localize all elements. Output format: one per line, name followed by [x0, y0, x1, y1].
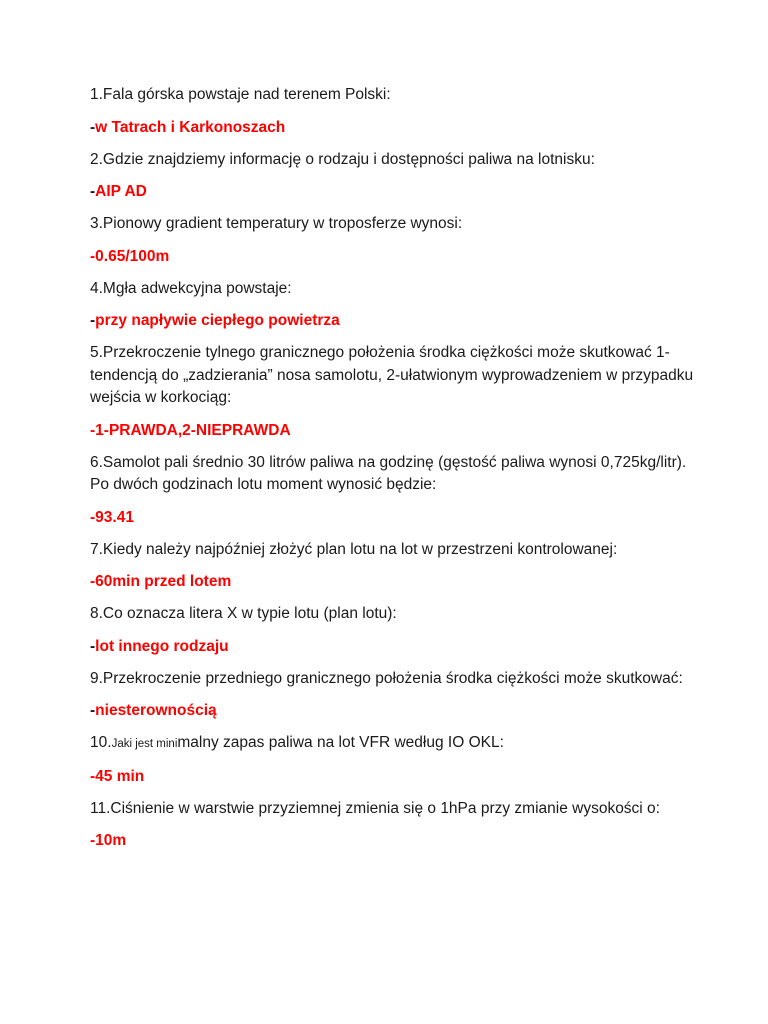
qa-item-2: [90, 149, 700, 204]
answer-11: [90, 830, 700, 852]
qa-item-5: [90, 342, 700, 442]
answer-text: -93.41: [90, 508, 134, 526]
answer-text: AIP AD: [95, 183, 147, 200]
question-3: 3.Pionowy gradient temperatury w troposferze wynosi:: [90, 215, 463, 232]
answer-text: -1-PRAWDA,2-NIEPRAWDA: [90, 421, 291, 439]
answer-dash: -: [90, 702, 96, 719]
answer-4: [90, 310, 700, 332]
qa-item-10: [90, 732, 700, 788]
question-11: 11.Ciśnienie w warstwie przyziemnej zmienia się o 1hPa przy zmianie wysokości o:: [90, 799, 660, 817]
answer-dash: -: [90, 118, 96, 136]
answer-text: -0.65/100m: [90, 247, 170, 265]
qa-item-7: [90, 539, 700, 594]
question-5: 5.Przekroczenie tylnego granicznego położenia środka ciężkości może skutkować 1-tendencją do „zadzierania” nosa samolotu, 2-ułatwionym wyprowadzeniem w przypadku wejścia w korkociąg:: [90, 344, 694, 406]
question-4: 4.Mgła adwekcyjna powstaje:: [90, 279, 292, 297]
answer-text: przy napływie ciepłego powietrza: [95, 312, 340, 329]
answer-text: niesterownością: [95, 702, 217, 719]
qa-item-11: [90, 798, 700, 853]
qa-item-1: [90, 84, 700, 139]
answer-text: w Tatrach i Karkonoszach: [95, 118, 286, 136]
answer-9: [90, 700, 700, 722]
answer-dash: -: [90, 637, 96, 655]
qa-item-9: [90, 668, 700, 723]
qa-item-8: [90, 603, 700, 658]
answer-1: [90, 117, 700, 139]
answer-text: -60min przed lotem: [90, 573, 232, 590]
answer-text: -10m: [90, 832, 127, 849]
answer-dash: -: [90, 312, 96, 329]
question-10-end: malny zapas paliwa na lot VFR według IO OKL:: [177, 734, 504, 751]
question-8: 8.Co oznacza litera X w typie lotu (plan lotu):: [90, 605, 397, 622]
question-10: [90, 732, 700, 756]
question-9: 9.Przekroczenie przedniego granicznego położenia środka ciężkości może skutkować:: [90, 669, 683, 687]
question-6: 6.Samolot pali średnio 30 litrów paliwa na godzinę (gęstość paliwa wynosi 0,725kg/litr). Po dwóch godzinach lotu moment wynosić będzie:: [90, 453, 687, 493]
answer-2: [90, 181, 700, 203]
question-answer-list: [90, 84, 700, 862]
answer-text: -45 min: [90, 767, 145, 785]
question-1: 1.Fala górska powstaje nad terenem Polski:: [90, 86, 391, 103]
question-2: 2.Gdzie znajdziemy informację o rodzaju i dostępności paliwa na lotnisku:: [90, 150, 595, 168]
answer-6: [90, 507, 700, 529]
answer-dash: -: [90, 183, 96, 200]
qa-item-3: [90, 213, 700, 268]
question-10-start: 10.: [90, 734, 112, 751]
question-7: 7.Kiedy należy najpóźniej złożyć plan lotu na lot w przestrzeni kontrolowanej:: [90, 540, 618, 558]
answer-text: lot innego rodzaju: [95, 637, 229, 655]
answer-10: [90, 766, 700, 788]
question-10-small: Jaki jest mini: [111, 738, 178, 750]
answer-5: [90, 420, 700, 442]
qa-item-6: [90, 452, 700, 529]
answer-3: [90, 246, 700, 268]
qa-item-4: [90, 278, 700, 333]
answer-7: [90, 571, 700, 593]
answer-8: [90, 636, 700, 658]
